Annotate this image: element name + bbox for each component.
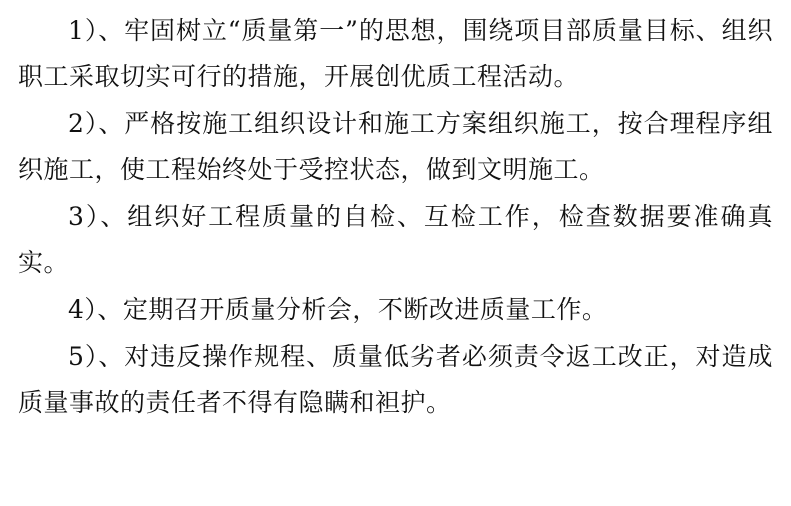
- paragraph-3: 3）、组织好工程质量的自检、互检工作，检查数据要准确真实。: [18, 202, 773, 277]
- paragraph-1: 1）、牢固树立“质量第一”的思想，围绕项目部质量目标、组织职工采取切实可行的措施，开展创优质工程活动。: [18, 16, 773, 91]
- paragraph-2: 2）、严格按施工组织设计和施工方案组织施工，按合理程序组织施工，使工程始终处于受控状态，做到文明施工。: [18, 109, 773, 184]
- paragraph-5: 5）、对违反操作规程、质量低劣者必须责令返工改正，对造成质量事故的责任者不得有隐瞒和袒护。: [18, 342, 773, 417]
- paragraph-4: 4）、定期召开质量分析会，不断改进质量工作。: [68, 295, 608, 324]
